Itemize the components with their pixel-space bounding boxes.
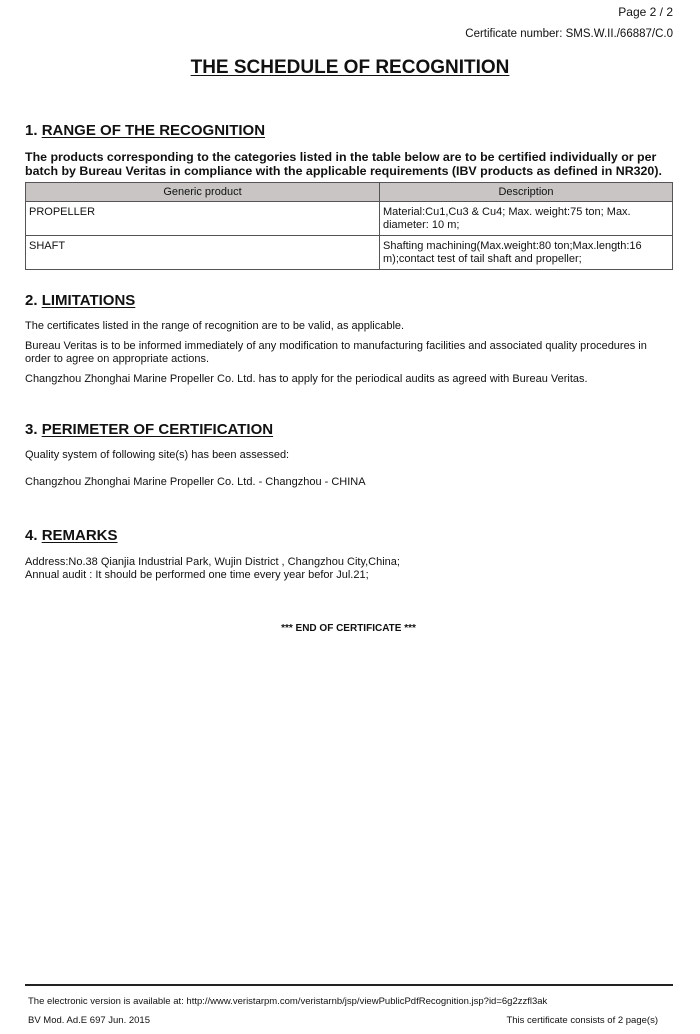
section-4-title: REMARKS: [41, 527, 118, 544]
section-4-number: 4.: [25, 527, 38, 544]
perimeter-site: Changzhou Zhonghai Marine Propeller Co. Ltd. - Changzhou - CHINA: [25, 476, 366, 488]
column-header-generic-product: Generic product: [26, 183, 380, 202]
table-row: [26, 236, 673, 270]
section-1-heading: [25, 122, 265, 139]
table-row: [26, 202, 673, 236]
remarks-annual-audit: Annual audit : It should be performed one time every year befor Jul.21;: [25, 569, 369, 581]
section-2-heading: [25, 292, 135, 309]
page-count-note: This certificate consists of 2 page(s): [506, 1015, 658, 1026]
remarks-address: Address:No.38 Qianjia Industrial Park, Wujin District , Changzhou City,China;: [25, 556, 400, 568]
perimeter-paragraph: Quality system of following site(s) has been assessed:: [25, 449, 290, 461]
column-header-description: Description: [380, 183, 673, 202]
limitations-paragraph: The certificates listed in the range of recognition are to be valid, as applicable.: [25, 320, 405, 332]
section-3-heading: [25, 421, 273, 438]
cell-description: Shafting machining(Max.weight:80 ton;Max.length:16 m);contact test of tail shaft and propeller;: [380, 236, 673, 270]
section-3-number: 3.: [25, 421, 38, 438]
section-1-title: RANGE OF THE RECOGNITION: [41, 122, 266, 139]
section-4-heading: [25, 527, 118, 544]
form-reference: BV Mod. Ad.E 697 Jun. 2015: [28, 1015, 151, 1026]
document-title: THE SCHEDULE OF RECOGNITION: [190, 57, 510, 78]
electronic-version-note: The electronic version is available at: http://www.veristarpm.com/veristarnb/jsp/viewPublicPdfRecognition.jsp?id=6g2zzfl3ak: [28, 996, 548, 1007]
limitations-paragraph: Changzhou Zhonghai Marine Propeller Co. Ltd. has to apply for the periodical audits as agreed with Bureau Veritas.: [25, 373, 588, 385]
footer-divider: [25, 984, 673, 986]
limitations-paragraph: Bureau Veritas is to be informed immediately of any modification to manufacturing facilities and associated quality procedures in order to agree on appropriate actions.: [25, 340, 647, 365]
table-header-row: [26, 183, 673, 202]
end-of-certificate: *** END OF CERTIFICATE ***: [281, 623, 416, 634]
page-indicator: Page 2 / 2: [618, 5, 673, 19]
cell-generic-product: PROPELLER: [26, 202, 380, 236]
cell-generic-product: SHAFT: [26, 236, 380, 270]
section-2-number: 2.: [25, 292, 38, 309]
cell-description: Material:Cu1,Cu3 & Cu4; Max. weight:75 ton; Max. diameter: 10 m;: [380, 202, 673, 236]
certificate-number: Certificate number: SMS.W.II./66887/C.0: [465, 28, 673, 40]
section-3-title: PERIMETER OF CERTIFICATION: [41, 421, 274, 438]
recognition-range-table: [25, 182, 673, 270]
section-1-number: 1.: [25, 122, 38, 139]
range-intro: The products corresponding to the categories listed in the table below are to be certified individually or per batch by Bureau Veritas in compliance with the applicable requirements (IBV products as defined in NR320).: [25, 150, 662, 178]
section-2-title: LIMITATIONS: [41, 292, 136, 309]
